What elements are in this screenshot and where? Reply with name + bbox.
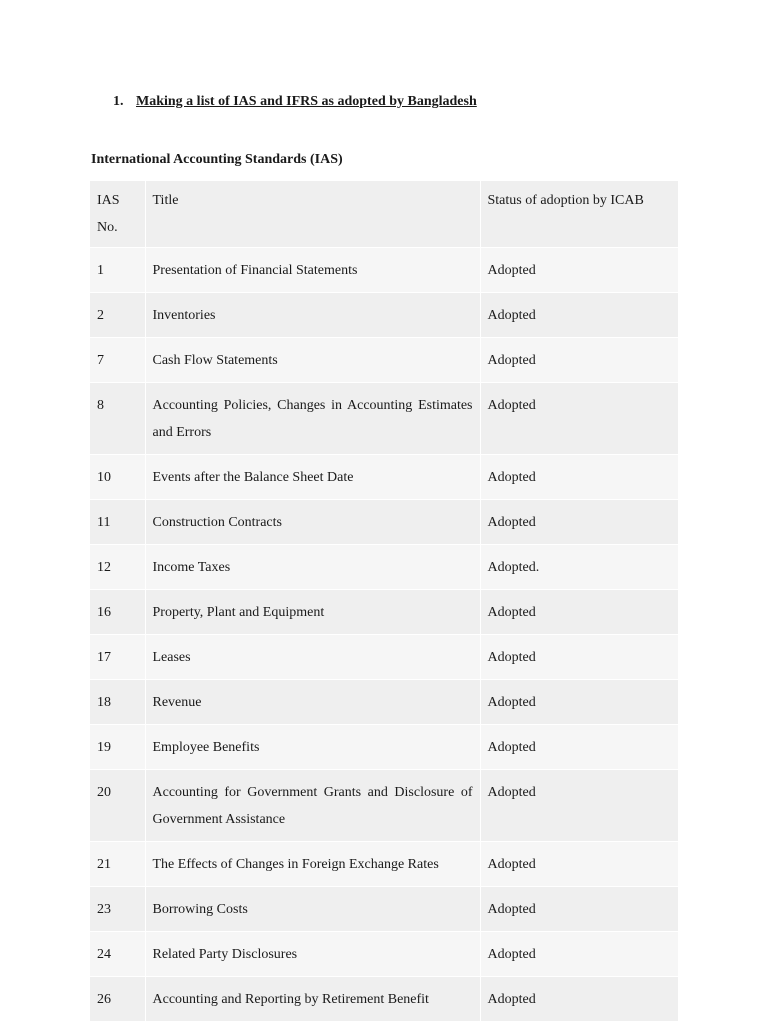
ias-number: 24	[90, 932, 145, 977]
standard-title: Leases	[145, 635, 480, 680]
ias-number: 26	[90, 977, 145, 1022]
table-row	[90, 455, 678, 500]
ias-number: 10	[90, 455, 145, 500]
ias-number: 8	[90, 383, 145, 455]
standard-title: Cash Flow Statements	[145, 338, 480, 383]
standard-title: Borrowing Costs	[145, 887, 480, 932]
table-row	[90, 635, 678, 680]
table-row	[90, 590, 678, 635]
ias-number: 20	[90, 770, 145, 842]
header-title: Title	[145, 181, 480, 248]
table-row	[90, 293, 678, 338]
ias-number: 11	[90, 500, 145, 545]
ias-table	[90, 181, 678, 1022]
ias-number: 17	[90, 635, 145, 680]
adoption-status: Adopted	[480, 842, 678, 887]
table-row	[90, 932, 678, 977]
standard-title: Property, Plant and Equipment	[145, 590, 480, 635]
ias-number: 12	[90, 545, 145, 590]
adoption-status: Adopted	[480, 293, 678, 338]
ias-number: 2	[90, 293, 145, 338]
ias-number: 23	[90, 887, 145, 932]
ias-number: 7	[90, 338, 145, 383]
heading-number: 1.	[113, 94, 124, 109]
standard-title: Income Taxes	[145, 545, 480, 590]
adoption-status: Adopted	[480, 338, 678, 383]
adoption-status: Adopted	[480, 932, 678, 977]
standard-title: Inventories	[145, 293, 480, 338]
standard-title: Accounting Policies, Changes in Accounting Estimates and Errors	[145, 383, 480, 455]
table-row	[90, 338, 678, 383]
table-row	[90, 725, 678, 770]
table-row	[90, 383, 678, 455]
adoption-status: Adopted	[480, 248, 678, 293]
ias-number: 21	[90, 842, 145, 887]
adoption-status: Adopted	[480, 500, 678, 545]
standard-title: Events after the Balance Sheet Date	[145, 455, 480, 500]
adoption-status: Adopted	[480, 680, 678, 725]
table-row	[90, 545, 678, 590]
table-row	[90, 977, 678, 1022]
header-status: Status of adoption by ICAB	[480, 181, 678, 248]
table-row	[90, 842, 678, 887]
ias-number: 19	[90, 725, 145, 770]
table-title: International Accounting Standards (IAS)	[91, 152, 343, 167]
header-ias-no: IAS No.	[90, 181, 145, 248]
table-row	[90, 500, 678, 545]
adoption-status: Adopted	[480, 887, 678, 932]
adoption-status: Adopted	[480, 977, 678, 1022]
adoption-status: Adopted	[480, 455, 678, 500]
table-row	[90, 248, 678, 293]
standard-title: Accounting for Government Grants and Disclosure of Government Assistance	[145, 770, 480, 842]
standard-title: Presentation of Financial Statements	[145, 248, 480, 293]
ias-number: 16	[90, 590, 145, 635]
table-row	[90, 680, 678, 725]
table-row	[90, 887, 678, 932]
standard-title: Construction Contracts	[145, 500, 480, 545]
standard-title: Revenue	[145, 680, 480, 725]
standard-title: Employee Benefits	[145, 725, 480, 770]
heading-text: Making a list of IAS and IFRS as adopted by Bangladesh	[136, 94, 477, 109]
standard-title: Related Party Disclosures	[145, 932, 480, 977]
table-header-row	[90, 181, 678, 248]
adoption-status: Adopted.	[480, 545, 678, 590]
adoption-status: Adopted	[480, 770, 678, 842]
adoption-status: Adopted	[480, 725, 678, 770]
standard-title: The Effects of Changes in Foreign Exchange Rates	[145, 842, 480, 887]
adoption-status: Adopted	[480, 590, 678, 635]
section-heading	[113, 94, 477, 110]
adoption-status: Adopted	[480, 635, 678, 680]
standard-title: Accounting and Reporting by Retirement Benefit	[145, 977, 480, 1022]
table-row	[90, 770, 678, 842]
ias-number: 1	[90, 248, 145, 293]
adoption-status: Adopted	[480, 383, 678, 455]
ias-number: 18	[90, 680, 145, 725]
